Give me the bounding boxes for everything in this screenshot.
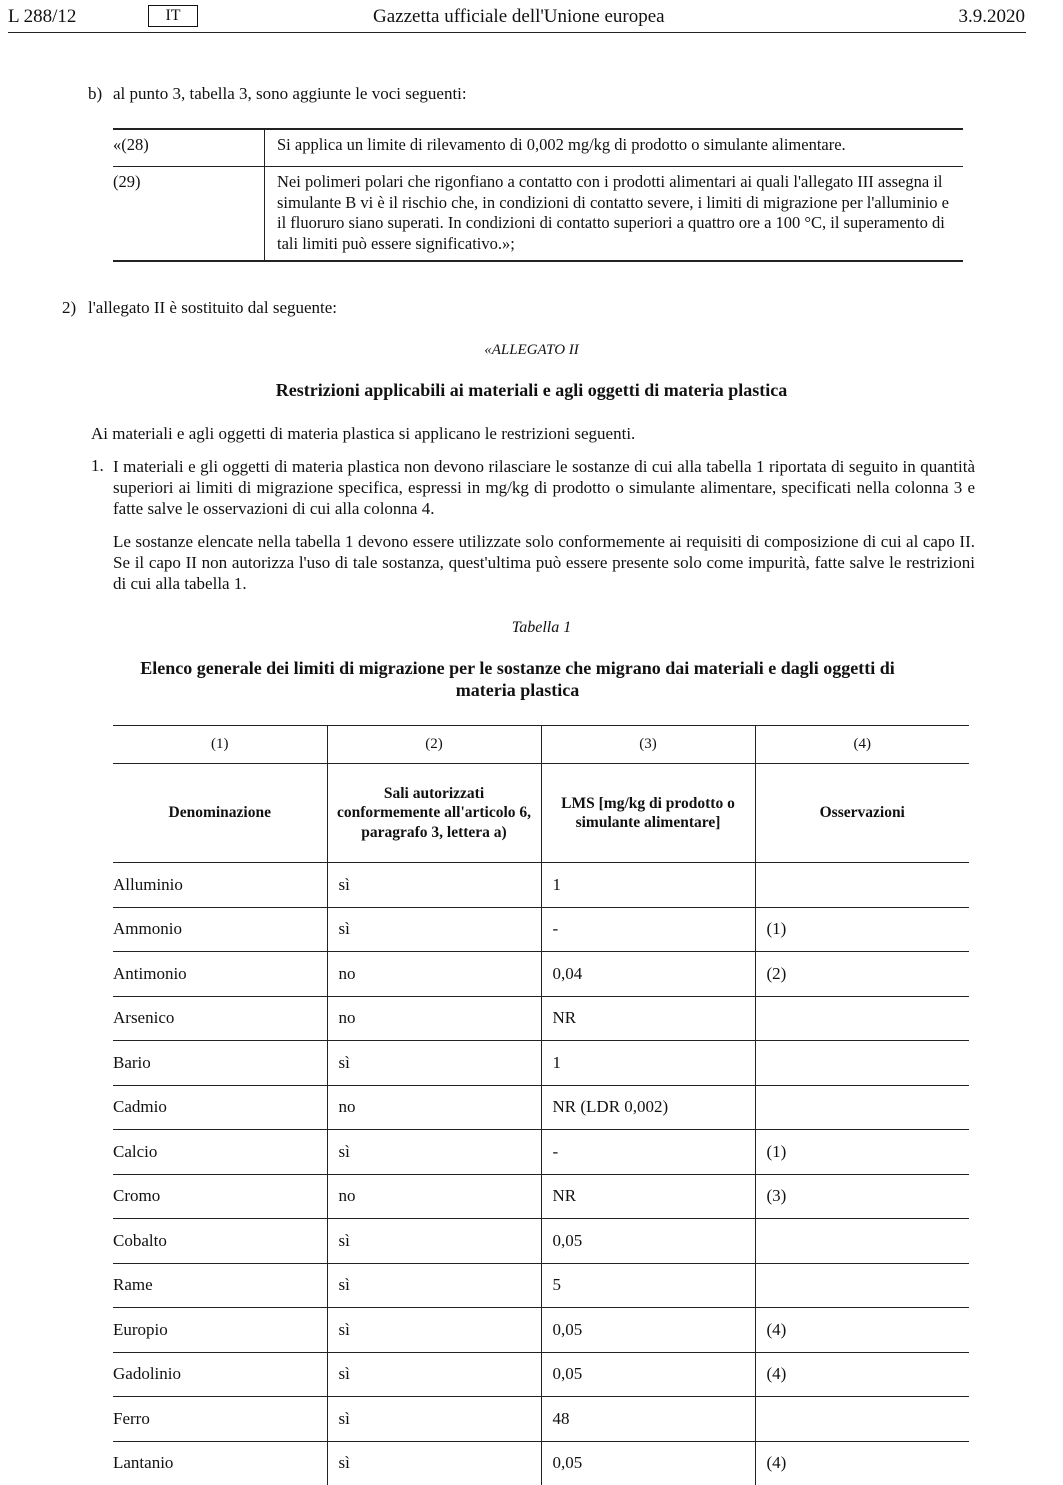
remarks xyxy=(755,863,969,908)
sml-value: NR xyxy=(541,1174,755,1219)
salts-authorized: sì xyxy=(327,907,541,952)
remarks: (3) xyxy=(755,1174,969,1219)
remarks xyxy=(755,1397,969,1442)
list-marker-1: 1. xyxy=(91,456,104,475)
substance-name: Antimonio xyxy=(113,952,327,997)
annex-intro: Ai materiali e agli oggetti di materia plastica si applicano le restrizioni seguenti. xyxy=(91,424,636,443)
column-header-row xyxy=(113,764,969,863)
remarks xyxy=(755,1263,969,1308)
sml-value: 0,05 xyxy=(541,1308,755,1353)
remarks: (1) xyxy=(755,907,969,952)
point2-text: l'allegato II è sostituito dal seguente: xyxy=(88,298,338,317)
substance-name: Alluminio xyxy=(113,863,327,908)
table-row xyxy=(113,1352,969,1397)
remarks xyxy=(755,1219,969,1264)
column-number: (3) xyxy=(541,726,755,764)
table-row xyxy=(113,996,969,1041)
intro-b-text: al punto 3, tabella 3, sono aggiunte le voci seguenti: xyxy=(113,84,467,103)
table-label: Tabella 1 xyxy=(511,619,572,636)
remarks: (4) xyxy=(755,1441,969,1485)
substance-name: Calcio xyxy=(113,1130,327,1175)
sml-value: - xyxy=(541,1130,755,1175)
salts-authorized: sì xyxy=(327,1130,541,1175)
sml-value: 5 xyxy=(541,1263,755,1308)
table-row xyxy=(113,129,963,167)
table-row xyxy=(113,1041,969,1086)
substance-name: Europio xyxy=(113,1308,327,1353)
salts-authorized: sì xyxy=(327,1308,541,1353)
table-row xyxy=(113,167,963,261)
substance-name: Ferro xyxy=(113,1397,327,1442)
table-row xyxy=(113,952,969,997)
item1-paragraph-1: I materiali e gli oggetti di materia plastica non devono rilasciare le sostanze di cui alla tabella 1 riportata di seguito in quantità superiori ai limiti di migrazione specifica, espressi in mg/kg di prodotto o simulante alimentare, specificati nella colonna 3 e fatte salve le osservazioni di cui alla colonna 4. xyxy=(113,457,975,518)
column-number: (2) xyxy=(327,726,541,764)
table-row xyxy=(113,1441,969,1485)
note-number: (29) xyxy=(113,167,265,261)
salts-authorized: no xyxy=(327,952,541,997)
table-row xyxy=(113,907,969,952)
sml-value: 48 xyxy=(541,1397,755,1442)
sml-value: 0,05 xyxy=(541,1219,755,1264)
table-title-line-1: Elenco generale dei limiti di migrazione per le sostanze che migrano dai materiali e dagli oggetti di xyxy=(140,658,895,678)
language-badge: IT xyxy=(148,5,198,27)
publication-date: 3.9.2020 xyxy=(958,6,1025,27)
salts-authorized: sì xyxy=(327,1397,541,1442)
substance-name: Rame xyxy=(113,1263,327,1308)
table-row xyxy=(113,1219,969,1264)
table-row xyxy=(113,1308,969,1353)
note-text: Nei polimeri polari che rigonfiano a contatto con i prodotti alimentari ai quali l'allegato III assegna il simulante B vi è il rischio che, in condizioni di contatto severe, i limiti di migrazione per l'alluminio e il fluoruro siano superati. In condizioni di contatto superiori a quattro ore a 100 °C, il superamento di tali limiti può essere significativo.»; xyxy=(265,167,964,261)
item1-paragraph-2: Le sostanze elencate nella tabella 1 devono essere utilizzate solo conformemente ai requisiti di composizione di cui al capo II. Se il capo II non autorizza l'uso di tale sostanza, quest'ultima può essere presente solo come impurità, fatte salve le restrizioni di cui alla tabella 1. xyxy=(113,532,975,593)
substance-name: Lantanio xyxy=(113,1441,327,1485)
substance-name: Gadolinio xyxy=(113,1352,327,1397)
annex-label: «ALLEGATO II xyxy=(484,342,579,358)
column-header: LMS [mg/kg di prodotto o simulante alimentare] xyxy=(541,764,755,863)
note-text: Si applica un limite di rilevamento di 0,002 mg/kg di prodotto o simulante alimentare. xyxy=(265,129,964,167)
salts-authorized: no xyxy=(327,996,541,1041)
substance-name: Cobalto xyxy=(113,1219,327,1264)
remarks xyxy=(755,1041,969,1086)
remarks: (4) xyxy=(755,1308,969,1353)
salts-authorized: sì xyxy=(327,1441,541,1485)
salts-authorized: sì xyxy=(327,1263,541,1308)
annex-title: Restrizioni applicabili ai materiali e agli oggetti di materia plastica xyxy=(275,380,788,400)
migration-limits-table xyxy=(113,725,969,1485)
table-row xyxy=(113,863,969,908)
column-header: Sali autorizzati conformemente all'articolo 6, paragrafo 3, lettera a) xyxy=(327,764,541,863)
substance-name: Arsenico xyxy=(113,996,327,1041)
sml-value: NR (LDR 0,002) xyxy=(541,1085,755,1130)
column-header: Osservazioni xyxy=(755,764,969,863)
journal-title: Gazzetta ufficiale dell'Unione europea xyxy=(373,6,665,27)
notes-table xyxy=(113,128,963,262)
salts-authorized: no xyxy=(327,1174,541,1219)
sml-value: 1 xyxy=(541,863,755,908)
table-row xyxy=(113,1174,969,1219)
list-marker-b: b) xyxy=(88,84,103,103)
column-header: Denominazione xyxy=(113,764,327,863)
remarks: (1) xyxy=(755,1130,969,1175)
list-marker-2: 2) xyxy=(62,298,77,317)
column-number-row xyxy=(113,726,969,764)
sml-value: 0,05 xyxy=(541,1441,755,1485)
sml-value: NR xyxy=(541,996,755,1041)
page-reference: L 288/12 xyxy=(8,6,77,27)
table-title-line-2: materia plastica xyxy=(455,680,580,700)
column-number: (4) xyxy=(755,726,969,764)
table-row xyxy=(113,1085,969,1130)
substance-name: Bario xyxy=(113,1041,327,1086)
salts-authorized: sì xyxy=(327,1219,541,1264)
column-number: (1) xyxy=(113,726,327,764)
substance-name: Cadmio xyxy=(113,1085,327,1130)
substance-name: Ammonio xyxy=(113,907,327,952)
remarks xyxy=(755,1085,969,1130)
sml-value: 0,05 xyxy=(541,1352,755,1397)
substance-name: Cromo xyxy=(113,1174,327,1219)
table-row xyxy=(113,1397,969,1442)
remarks: (4) xyxy=(755,1352,969,1397)
remarks: (2) xyxy=(755,952,969,997)
note-number: «(28) xyxy=(113,129,265,167)
sml-value: 1 xyxy=(541,1041,755,1086)
salts-authorized: sì xyxy=(327,1041,541,1086)
salts-authorized: sì xyxy=(327,1352,541,1397)
header-divider xyxy=(8,32,1026,33)
table-row xyxy=(113,1130,969,1175)
table-row xyxy=(113,1263,969,1308)
remarks xyxy=(755,996,969,1041)
sml-value: - xyxy=(541,907,755,952)
sml-value: 0,04 xyxy=(541,952,755,997)
salts-authorized: sì xyxy=(327,863,541,908)
salts-authorized: no xyxy=(327,1085,541,1130)
